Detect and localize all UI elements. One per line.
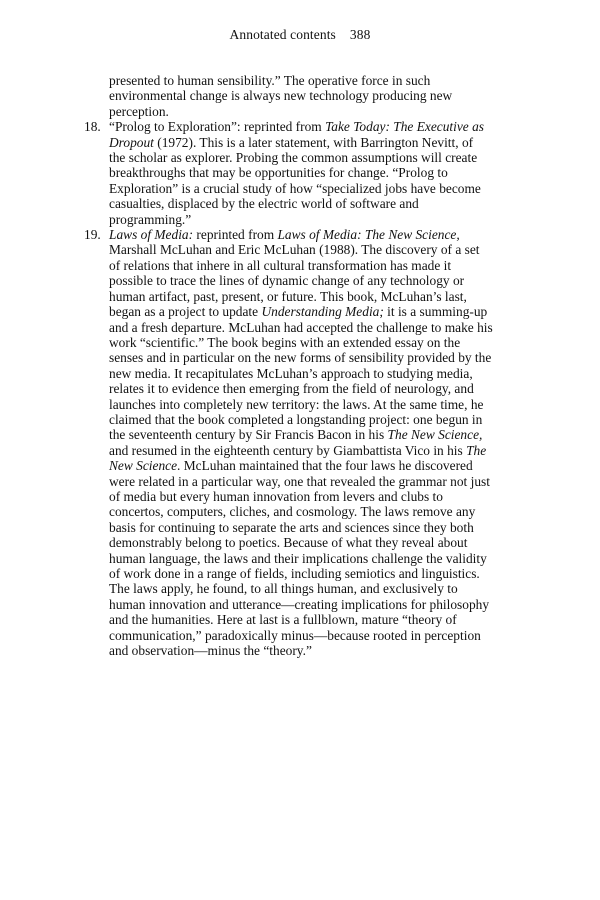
text-line [109,135,516,150]
text-line: programming.” [109,211,192,227]
text-line: The laws apply, he found, to all things human, and exclusively to [109,581,458,597]
text-run: it is a summing-up [383,304,488,320]
text-line [109,304,516,319]
text-line: human innovation and utterance—creating implications for philosophy [109,596,490,612]
text-run: the seventeenth century by Sir Francis Bacon in his [109,427,388,443]
text-line: were related in a particular way, one that revealed the grammar not just [109,473,490,489]
text-line: communication,” paradoxically minus—because rooted in perception [109,627,481,643]
text-line: perception. [109,103,169,119]
text-run: and resumed in the eighteenth century by Giambattista Vico in his [109,442,467,458]
text-line: environmental change is always new technology producing new [109,88,453,104]
annotated-contents-body [84,73,516,658]
text-line: of media but every human innovation from levers and clubs to [109,488,443,504]
text-line: and the humanities. Here at last is a fullblown, mature “theory of [109,612,457,628]
text-run: “Prolog to Exploration”: reprinted from [109,119,326,135]
book-title: Laws of Media: [109,227,194,243]
text-line: the scholar as explorer. Probing the common assumptions will create [109,150,478,166]
text-line: and a fresh departure. McLuhan had accepted the challenge to make his [109,319,493,335]
text-line: work “scientific.” The book begins with an extended essay on the [109,334,461,350]
text-line: new media. It recapitulates McLuhan’s approach to studying media, [109,365,473,381]
text-line: casualties, displaced by the electric world of software and [109,196,419,212]
text-line [109,443,516,458]
text-line [109,427,516,442]
text-line: launches into completely new territory: the laws. At the same time, he [109,396,484,412]
text-line: senses and in particular on the new forms of sensibility provided by the [109,350,492,366]
text-run: (1972). This is a later statement, with Barrington Nevitt, of [153,134,474,150]
section-title: Annotated contents [229,27,336,42]
text-line: possible to trace the lines of dynamic change of any technology or [109,273,465,289]
text-line: of relations that inhere in all cultural transformation has made it [109,257,452,273]
text-line: Marshall McLuhan and Eric McLuhan (1988). The discovery of a set [109,242,480,258]
book-title: The [466,442,487,458]
book-title: New Science [109,458,178,474]
text-line: breakthroughs that may be opportunities for change. “Prolog to [109,165,448,181]
text-line: human language, the laws and their implications challenge the validity [109,550,487,566]
page-number: 388 [349,27,371,42]
entry-number: 19. [84,227,101,243]
text-line: human artifact, past, present, or future. This book, McLuhan’s last, [109,288,467,304]
book-title: Take Today: The Executive as [325,119,484,135]
text-run: reprinted from [193,227,278,243]
book-title: Laws of Media: The New Science, [277,227,460,243]
text-line: concertos, computers, cliches, and cosmology. The laws remove any [109,504,476,520]
book-title: Understanding Media; [261,304,384,320]
entry-number: 18. [84,119,101,135]
text-line: relates it to evidence then emerging from the field of neurology, and [109,381,474,397]
text-line: of work done in a range of fields, including semiotics and linguistics. [109,566,480,581]
continuation-paragraph [84,73,516,119]
text-line: and observation—minus the “theory.” [109,643,312,659]
text-line: basis for continuing to separate the arts and sciences since they both [109,519,474,535]
text-line: claimed that the book completed a longstanding project: one begun in [109,411,483,427]
book-title: The New Science, [387,427,483,443]
text-run: began as a project to update [109,304,262,320]
running-header [0,27,600,43]
text-line: Exploration” is a crucial study of how “specialized jobs have become [109,180,481,196]
entry-18 [84,119,516,227]
book-title: Dropout [109,134,154,150]
entry-19 [84,227,516,658]
text-line [109,458,516,473]
text-line [109,227,516,242]
text-line: presented to human sensibility.” The operative force in such [109,73,431,88]
text-run: . McLuhan maintained that the four laws he discovered [177,458,473,474]
text-line: demonstrably belong to poetics. Because of what they reveal about [109,535,468,551]
text-line [109,119,516,134]
